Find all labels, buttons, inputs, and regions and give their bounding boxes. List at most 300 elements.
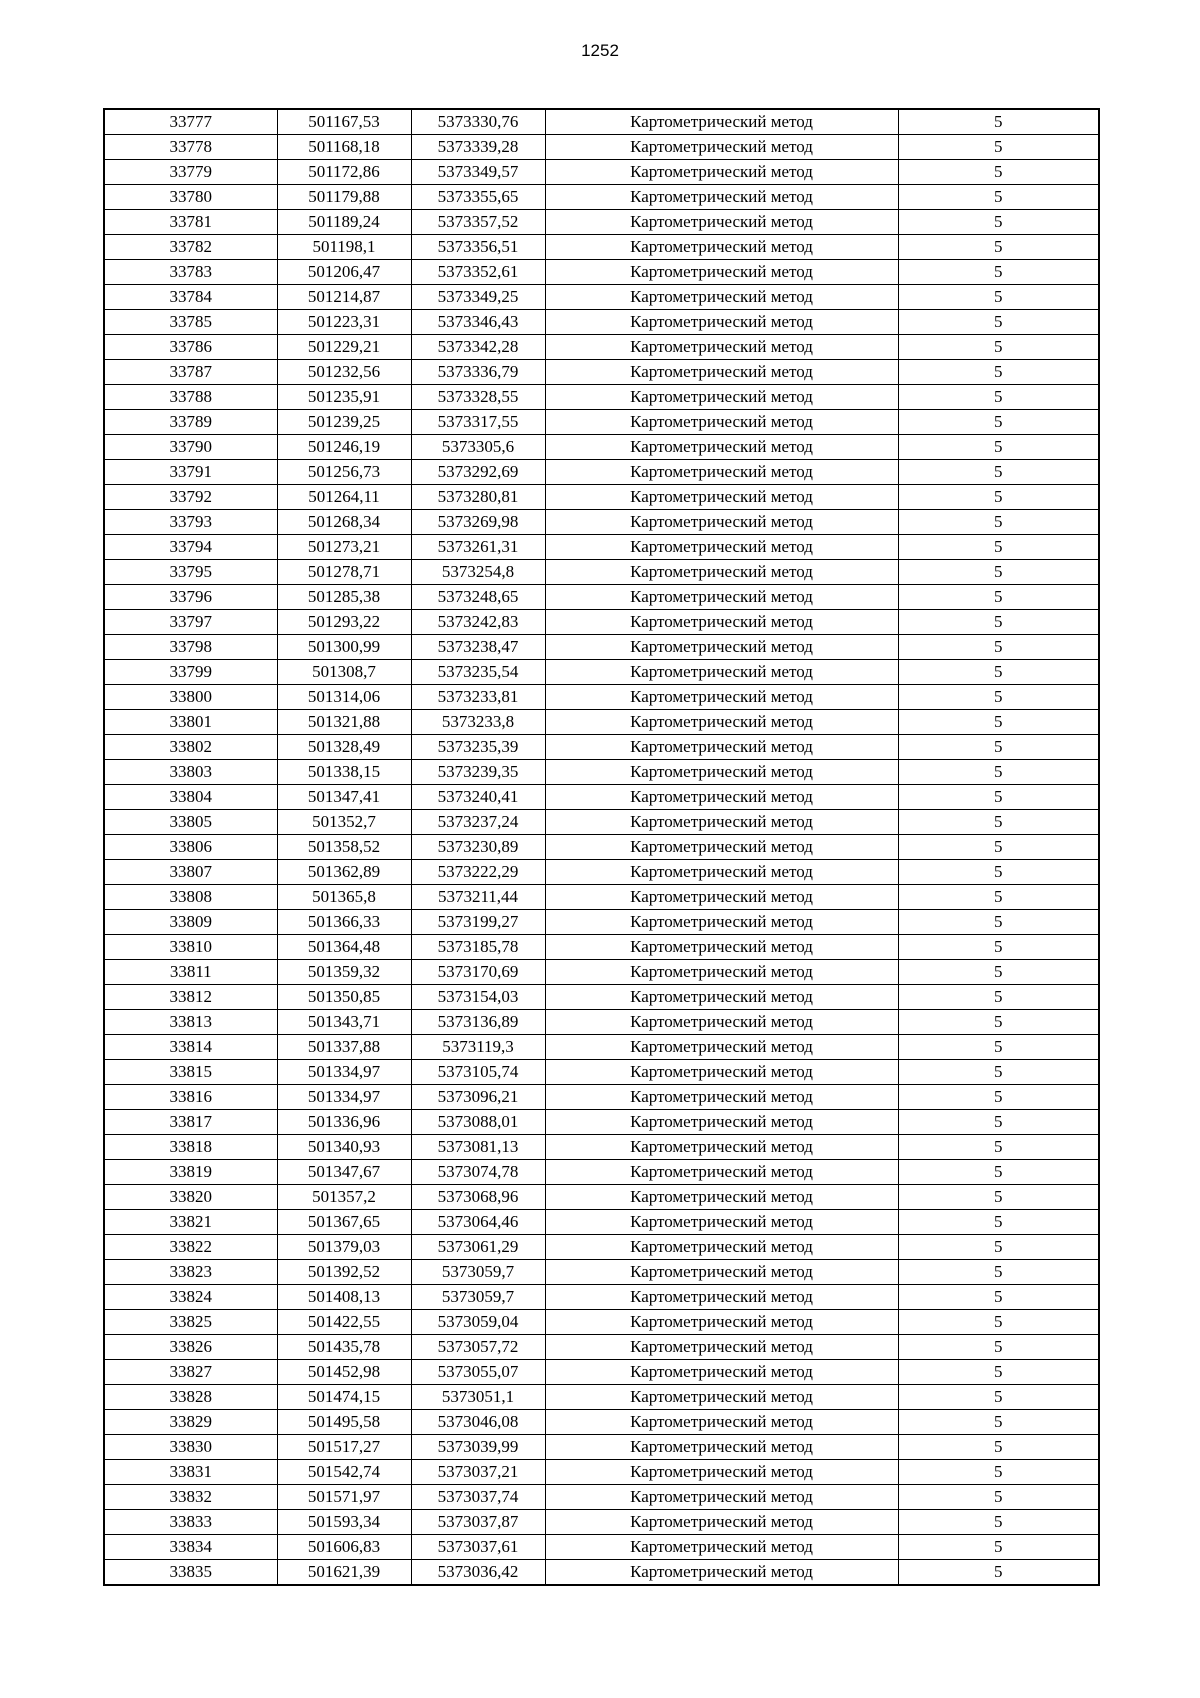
- method-cell: Картометрический метод: [545, 810, 898, 835]
- point-number-cell: 33800: [104, 685, 277, 710]
- method-cell: Картометрический метод: [545, 1185, 898, 1210]
- accuracy-cell: 5: [898, 1135, 1099, 1160]
- x-coordinate-cell: 501285,38: [277, 585, 411, 610]
- y-coordinate-cell: 5373237,24: [411, 810, 545, 835]
- table-row: [104, 1410, 1099, 1435]
- y-coordinate-cell: 5373349,57: [411, 160, 545, 185]
- y-coordinate-cell: 5373170,69: [411, 960, 545, 985]
- x-coordinate-cell: 501189,24: [277, 210, 411, 235]
- x-coordinate-cell: 501343,71: [277, 1010, 411, 1035]
- method-cell: Картометрический метод: [545, 1285, 898, 1310]
- point-number-cell: 33813: [104, 1010, 277, 1035]
- table-row: [104, 660, 1099, 685]
- method-cell: Картометрический метод: [545, 685, 898, 710]
- point-number-cell: 33799: [104, 660, 277, 685]
- table-row: [104, 960, 1099, 985]
- point-number-cell: 33791: [104, 460, 277, 485]
- accuracy-cell: 5: [898, 1435, 1099, 1460]
- method-cell: Картометрический метод: [545, 485, 898, 510]
- x-coordinate-cell: 501367,65: [277, 1210, 411, 1235]
- accuracy-cell: 5: [898, 1110, 1099, 1135]
- table-row: [104, 710, 1099, 735]
- accuracy-cell: 5: [898, 385, 1099, 410]
- table-row: [104, 1385, 1099, 1410]
- y-coordinate-cell: 5373059,04: [411, 1310, 545, 1335]
- y-coordinate-cell: 5373233,81: [411, 685, 545, 710]
- x-coordinate-cell: 501347,41: [277, 785, 411, 810]
- y-coordinate-cell: 5373254,8: [411, 560, 545, 585]
- page-number: 1252: [581, 41, 619, 60]
- y-coordinate-cell: 5373248,65: [411, 585, 545, 610]
- x-coordinate-cell: 501223,31: [277, 310, 411, 335]
- table-row: [104, 460, 1099, 485]
- y-coordinate-cell: 5373356,51: [411, 235, 545, 260]
- point-number-cell: 33801: [104, 710, 277, 735]
- method-cell: Картометрический метод: [545, 1035, 898, 1060]
- accuracy-cell: 5: [898, 510, 1099, 535]
- y-coordinate-cell: 5373059,7: [411, 1260, 545, 1285]
- y-coordinate-cell: 5373199,27: [411, 910, 545, 935]
- accuracy-cell: 5: [898, 985, 1099, 1010]
- point-number-cell: 33794: [104, 535, 277, 560]
- accuracy-cell: 5: [898, 235, 1099, 260]
- table-row: [104, 1135, 1099, 1160]
- method-cell: Картометрический метод: [545, 935, 898, 960]
- y-coordinate-cell: 5373036,42: [411, 1560, 545, 1586]
- method-cell: Картометрический метод: [545, 285, 898, 310]
- accuracy-cell: 5: [898, 935, 1099, 960]
- method-cell: Картометрический метод: [545, 1535, 898, 1560]
- point-number-cell: 33826: [104, 1335, 277, 1360]
- method-cell: Картометрический метод: [545, 510, 898, 535]
- point-number-cell: 33828: [104, 1385, 277, 1410]
- x-coordinate-cell: 501268,34: [277, 510, 411, 535]
- y-coordinate-cell: 5373339,28: [411, 135, 545, 160]
- y-coordinate-cell: 5373352,61: [411, 260, 545, 285]
- accuracy-cell: 5: [898, 485, 1099, 510]
- table-row: [104, 935, 1099, 960]
- table-row: [104, 785, 1099, 810]
- accuracy-cell: 5: [898, 160, 1099, 185]
- table-row: [104, 985, 1099, 1010]
- table-row: [104, 360, 1099, 385]
- method-cell: Картометрический метод: [545, 1210, 898, 1235]
- point-number-cell: 33833: [104, 1510, 277, 1535]
- accuracy-cell: 5: [898, 460, 1099, 485]
- table-row: [104, 285, 1099, 310]
- point-number-cell: 33829: [104, 1410, 277, 1435]
- point-number-cell: 33811: [104, 960, 277, 985]
- y-coordinate-cell: 5373317,55: [411, 410, 545, 435]
- table-row: [104, 1510, 1099, 1535]
- table-row: [104, 810, 1099, 835]
- x-coordinate-cell: 501340,93: [277, 1135, 411, 1160]
- accuracy-cell: 5: [898, 660, 1099, 685]
- method-cell: Картометрический метод: [545, 1135, 898, 1160]
- y-coordinate-cell: 5373068,96: [411, 1185, 545, 1210]
- y-coordinate-cell: 5373055,07: [411, 1360, 545, 1385]
- x-coordinate-cell: 501167,53: [277, 109, 411, 135]
- accuracy-cell: 5: [898, 910, 1099, 935]
- table-row: [104, 1260, 1099, 1285]
- accuracy-cell: 5: [898, 710, 1099, 735]
- accuracy-cell: 5: [898, 135, 1099, 160]
- table-row: [104, 1110, 1099, 1135]
- x-coordinate-cell: 501408,13: [277, 1285, 411, 1310]
- y-coordinate-cell: 5373088,01: [411, 1110, 545, 1135]
- point-number-cell: 33817: [104, 1110, 277, 1135]
- x-coordinate-cell: 501392,52: [277, 1260, 411, 1285]
- x-coordinate-cell: 501606,83: [277, 1535, 411, 1560]
- accuracy-cell: 5: [898, 610, 1099, 635]
- y-coordinate-cell: 5373235,54: [411, 660, 545, 685]
- method-cell: Картометрический метод: [545, 610, 898, 635]
- table-row: [104, 385, 1099, 410]
- y-coordinate-cell: 5373154,03: [411, 985, 545, 1010]
- x-coordinate-cell: 501379,03: [277, 1235, 411, 1260]
- y-coordinate-cell: 5373357,52: [411, 210, 545, 235]
- table-row: [104, 1060, 1099, 1085]
- y-coordinate-cell: 5373328,55: [411, 385, 545, 410]
- x-coordinate-cell: 501232,56: [277, 360, 411, 385]
- x-coordinate-cell: 501334,97: [277, 1085, 411, 1110]
- method-cell: Картометрический метод: [545, 1385, 898, 1410]
- point-number-cell: 33818: [104, 1135, 277, 1160]
- accuracy-cell: 5: [898, 810, 1099, 835]
- method-cell: Картометрический метод: [545, 710, 898, 735]
- table-row: [104, 185, 1099, 210]
- point-number-cell: 33786: [104, 335, 277, 360]
- method-cell: Картометрический метод: [545, 860, 898, 885]
- accuracy-cell: 5: [898, 1285, 1099, 1310]
- accuracy-cell: 5: [898, 785, 1099, 810]
- point-number-cell: 33815: [104, 1060, 277, 1085]
- x-coordinate-cell: 501422,55: [277, 1310, 411, 1335]
- table-row: [104, 1335, 1099, 1360]
- point-number-cell: 33797: [104, 610, 277, 635]
- point-number-cell: 33819: [104, 1160, 277, 1185]
- point-number-cell: 33834: [104, 1535, 277, 1560]
- accuracy-cell: 5: [898, 109, 1099, 135]
- x-coordinate-cell: 501366,33: [277, 910, 411, 935]
- method-cell: Картометрический метод: [545, 835, 898, 860]
- x-coordinate-cell: 501273,21: [277, 535, 411, 560]
- accuracy-cell: 5: [898, 1335, 1099, 1360]
- x-coordinate-cell: 501571,97: [277, 1485, 411, 1510]
- x-coordinate-cell: 501352,7: [277, 810, 411, 835]
- y-coordinate-cell: 5373330,76: [411, 109, 545, 135]
- method-cell: Картометрический метод: [545, 960, 898, 985]
- point-number-cell: 33789: [104, 410, 277, 435]
- y-coordinate-cell: 5373051,1: [411, 1385, 545, 1410]
- x-coordinate-cell: 501264,11: [277, 485, 411, 510]
- table-row: [104, 1460, 1099, 1485]
- point-number-cell: 33806: [104, 835, 277, 860]
- coordinates-table-body: [104, 109, 1099, 1585]
- x-coordinate-cell: 501246,19: [277, 435, 411, 460]
- method-cell: Картометрический метод: [545, 660, 898, 685]
- method-cell: Картометрический метод: [545, 1010, 898, 1035]
- x-coordinate-cell: 501336,96: [277, 1110, 411, 1135]
- table-row: [104, 910, 1099, 935]
- accuracy-cell: 5: [898, 360, 1099, 385]
- x-coordinate-cell: 501229,21: [277, 335, 411, 360]
- x-coordinate-cell: 501517,27: [277, 1435, 411, 1460]
- method-cell: Картометрический метод: [545, 109, 898, 135]
- point-number-cell: 33783: [104, 260, 277, 285]
- x-coordinate-cell: 501300,99: [277, 635, 411, 660]
- x-coordinate-cell: 501172,86: [277, 160, 411, 185]
- table-row: [104, 860, 1099, 885]
- method-cell: Картометрический метод: [545, 460, 898, 485]
- table-row: [104, 585, 1099, 610]
- x-coordinate-cell: 501435,78: [277, 1335, 411, 1360]
- method-cell: Картометрический метод: [545, 1460, 898, 1485]
- point-number-cell: 33798: [104, 635, 277, 660]
- x-coordinate-cell: 501357,2: [277, 1185, 411, 1210]
- accuracy-cell: 5: [898, 310, 1099, 335]
- method-cell: Картометрический метод: [545, 635, 898, 660]
- x-coordinate-cell: 501239,25: [277, 410, 411, 435]
- point-number-cell: 33796: [104, 585, 277, 610]
- accuracy-cell: 5: [898, 335, 1099, 360]
- table-row: [104, 1235, 1099, 1260]
- method-cell: Картометрический метод: [545, 210, 898, 235]
- method-cell: Картометрический метод: [545, 360, 898, 385]
- x-coordinate-cell: 501206,47: [277, 260, 411, 285]
- y-coordinate-cell: 5373074,78: [411, 1160, 545, 1185]
- method-cell: Картометрический метод: [545, 260, 898, 285]
- method-cell: Картометрический метод: [545, 1435, 898, 1460]
- table-row: [104, 335, 1099, 360]
- y-coordinate-cell: 5373346,43: [411, 310, 545, 335]
- accuracy-cell: 5: [898, 260, 1099, 285]
- accuracy-cell: 5: [898, 1460, 1099, 1485]
- y-coordinate-cell: 5373211,44: [411, 885, 545, 910]
- table-row: [104, 835, 1099, 860]
- x-coordinate-cell: 501214,87: [277, 285, 411, 310]
- point-number-cell: 33808: [104, 885, 277, 910]
- accuracy-cell: 5: [898, 1560, 1099, 1586]
- table-row: [104, 1210, 1099, 1235]
- y-coordinate-cell: 5373240,41: [411, 785, 545, 810]
- x-coordinate-cell: 501235,91: [277, 385, 411, 410]
- accuracy-cell: 5: [898, 885, 1099, 910]
- x-coordinate-cell: 501334,97: [277, 1060, 411, 1085]
- accuracy-cell: 5: [898, 1510, 1099, 1535]
- x-coordinate-cell: 501365,8: [277, 885, 411, 910]
- x-coordinate-cell: 501364,48: [277, 935, 411, 960]
- table-row: [104, 760, 1099, 785]
- point-number-cell: 33788: [104, 385, 277, 410]
- y-coordinate-cell: 5373233,8: [411, 710, 545, 735]
- y-coordinate-cell: 5373230,89: [411, 835, 545, 860]
- table-row: [104, 1160, 1099, 1185]
- accuracy-cell: 5: [898, 560, 1099, 585]
- table-row: [104, 1535, 1099, 1560]
- point-number-cell: 33822: [104, 1235, 277, 1260]
- method-cell: Картометрический метод: [545, 1485, 898, 1510]
- x-coordinate-cell: 501293,22: [277, 610, 411, 635]
- table-row: [104, 610, 1099, 635]
- method-cell: Картометрический метод: [545, 1360, 898, 1385]
- point-number-cell: 33782: [104, 235, 277, 260]
- table-row: [104, 1310, 1099, 1335]
- y-coordinate-cell: 5373061,29: [411, 1235, 545, 1260]
- method-cell: Картометрический метод: [545, 760, 898, 785]
- y-coordinate-cell: 5373037,74: [411, 1485, 545, 1510]
- method-cell: Картометрический метод: [545, 235, 898, 260]
- method-cell: Картометрический метод: [545, 885, 898, 910]
- method-cell: Картометрический метод: [545, 1085, 898, 1110]
- point-number-cell: 33814: [104, 1035, 277, 1060]
- y-coordinate-cell: 5373280,81: [411, 485, 545, 510]
- y-coordinate-cell: 5373046,08: [411, 1410, 545, 1435]
- table-row: [104, 310, 1099, 335]
- accuracy-cell: 5: [898, 210, 1099, 235]
- x-coordinate-cell: 501347,67: [277, 1160, 411, 1185]
- y-coordinate-cell: 5373305,6: [411, 435, 545, 460]
- y-coordinate-cell: 5373037,87: [411, 1510, 545, 1535]
- y-coordinate-cell: 5373238,47: [411, 635, 545, 660]
- x-coordinate-cell: 501321,88: [277, 710, 411, 735]
- x-coordinate-cell: 501621,39: [277, 1560, 411, 1586]
- accuracy-cell: 5: [898, 1235, 1099, 1260]
- point-number-cell: 33835: [104, 1560, 277, 1586]
- point-number-cell: 33785: [104, 310, 277, 335]
- point-number-cell: 33784: [104, 285, 277, 310]
- accuracy-cell: 5: [898, 1360, 1099, 1385]
- x-coordinate-cell: 501256,73: [277, 460, 411, 485]
- accuracy-cell: 5: [898, 1160, 1099, 1185]
- accuracy-cell: 5: [898, 1410, 1099, 1435]
- table-row: [104, 1360, 1099, 1385]
- accuracy-cell: 5: [898, 185, 1099, 210]
- x-coordinate-cell: 501328,49: [277, 735, 411, 760]
- table-row: [104, 410, 1099, 435]
- x-coordinate-cell: 501495,58: [277, 1410, 411, 1435]
- table-row: [104, 485, 1099, 510]
- table-row: [104, 1435, 1099, 1460]
- point-number-cell: 33823: [104, 1260, 277, 1285]
- method-cell: Картометрический метод: [545, 1160, 898, 1185]
- table-row: [104, 885, 1099, 910]
- accuracy-cell: 5: [898, 1185, 1099, 1210]
- accuracy-cell: 5: [898, 1085, 1099, 1110]
- point-number-cell: 33810: [104, 935, 277, 960]
- table-row: [104, 560, 1099, 585]
- y-coordinate-cell: 5373136,89: [411, 1010, 545, 1035]
- x-coordinate-cell: 501168,18: [277, 135, 411, 160]
- point-number-cell: 33809: [104, 910, 277, 935]
- x-coordinate-cell: 501338,15: [277, 760, 411, 785]
- method-cell: Картометрический метод: [545, 410, 898, 435]
- point-number-cell: 33780: [104, 185, 277, 210]
- accuracy-cell: 5: [898, 960, 1099, 985]
- point-number-cell: 33805: [104, 810, 277, 835]
- method-cell: Картометрический метод: [545, 1060, 898, 1085]
- accuracy-cell: 5: [898, 435, 1099, 460]
- x-coordinate-cell: 501542,74: [277, 1460, 411, 1485]
- table-row: [104, 260, 1099, 285]
- accuracy-cell: 5: [898, 1260, 1099, 1285]
- point-number-cell: 33795: [104, 560, 277, 585]
- y-coordinate-cell: 5373349,25: [411, 285, 545, 310]
- y-coordinate-cell: 5373037,61: [411, 1535, 545, 1560]
- x-coordinate-cell: 501359,32: [277, 960, 411, 985]
- y-coordinate-cell: 5373119,3: [411, 1035, 545, 1060]
- point-number-cell: 33793: [104, 510, 277, 535]
- y-coordinate-cell: 5373057,72: [411, 1335, 545, 1360]
- x-coordinate-cell: 501474,15: [277, 1385, 411, 1410]
- table-row: [104, 1010, 1099, 1035]
- accuracy-cell: 5: [898, 1385, 1099, 1410]
- method-cell: Картометрический метод: [545, 1410, 898, 1435]
- x-coordinate-cell: 501362,89: [277, 860, 411, 885]
- point-number-cell: 33831: [104, 1460, 277, 1485]
- method-cell: Картометрический метод: [545, 310, 898, 335]
- table-row: [104, 1285, 1099, 1310]
- point-number-cell: 33830: [104, 1435, 277, 1460]
- point-number-cell: 33804: [104, 785, 277, 810]
- point-number-cell: 33807: [104, 860, 277, 885]
- y-coordinate-cell: 5373336,79: [411, 360, 545, 385]
- accuracy-cell: 5: [898, 860, 1099, 885]
- method-cell: Картометрический метод: [545, 135, 898, 160]
- method-cell: Картометрический метод: [545, 585, 898, 610]
- point-number-cell: 33787: [104, 360, 277, 385]
- method-cell: Картометрический метод: [545, 1335, 898, 1360]
- x-coordinate-cell: 501179,88: [277, 185, 411, 210]
- y-coordinate-cell: 5373081,13: [411, 1135, 545, 1160]
- method-cell: Картометрический метод: [545, 785, 898, 810]
- y-coordinate-cell: 5373269,98: [411, 510, 545, 535]
- point-number-cell: 33812: [104, 985, 277, 1010]
- y-coordinate-cell: 5373037,21: [411, 1460, 545, 1485]
- method-cell: Картометрический метод: [545, 185, 898, 210]
- accuracy-cell: 5: [898, 285, 1099, 310]
- x-coordinate-cell: 501358,52: [277, 835, 411, 860]
- point-number-cell: 33825: [104, 1310, 277, 1335]
- point-number-cell: 33792: [104, 485, 277, 510]
- accuracy-cell: 5: [898, 1210, 1099, 1235]
- y-coordinate-cell: 5373185,78: [411, 935, 545, 960]
- point-number-cell: 33821: [104, 1210, 277, 1235]
- coordinates-table: [103, 108, 1100, 1586]
- y-coordinate-cell: 5373235,39: [411, 735, 545, 760]
- accuracy-cell: 5: [898, 735, 1099, 760]
- y-coordinate-cell: 5373096,21: [411, 1085, 545, 1110]
- point-number-cell: 33827: [104, 1360, 277, 1385]
- x-coordinate-cell: 501308,7: [277, 660, 411, 685]
- y-coordinate-cell: 5373064,46: [411, 1210, 545, 1235]
- table-row: [104, 685, 1099, 710]
- x-coordinate-cell: 501198,1: [277, 235, 411, 260]
- point-number-cell: 33790: [104, 435, 277, 460]
- accuracy-cell: 5: [898, 1035, 1099, 1060]
- method-cell: Картометрический метод: [545, 385, 898, 410]
- table-row: [104, 235, 1099, 260]
- point-number-cell: 33820: [104, 1185, 277, 1210]
- x-coordinate-cell: 501278,71: [277, 560, 411, 585]
- table-row: [104, 535, 1099, 560]
- point-number-cell: 33824: [104, 1285, 277, 1310]
- point-number-cell: 33816: [104, 1085, 277, 1110]
- accuracy-cell: 5: [898, 535, 1099, 560]
- y-coordinate-cell: 5373222,29: [411, 860, 545, 885]
- table-row: [104, 735, 1099, 760]
- table-row: [104, 1560, 1099, 1586]
